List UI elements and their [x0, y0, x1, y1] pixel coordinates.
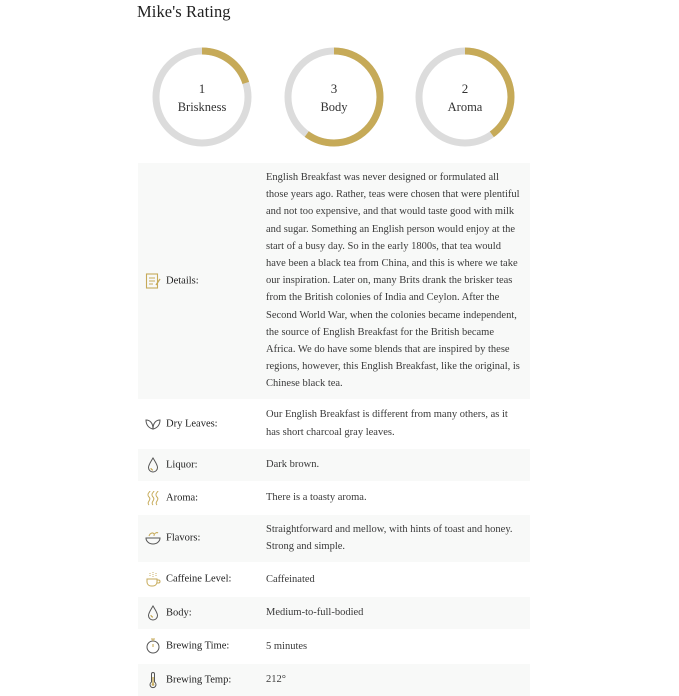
spec-row-details — [138, 163, 530, 399]
spec-row-body — [138, 597, 530, 629]
spec-label: Brewing Time: — [166, 640, 230, 652]
section-title: Mike's Rating — [137, 2, 231, 21]
body-drop-icon — [144, 604, 162, 622]
spec-value: Dark brown. — [256, 449, 530, 481]
bowl-icon — [144, 529, 162, 547]
spec-label: Dry Leaves: — [166, 418, 218, 430]
spec-label: Liquor: — [166, 459, 198, 471]
spec-row-brewing-temp — [138, 664, 530, 696]
spec-value: Straightforward and mellow, with hints of toast and honey. Strong and simple. — [256, 515, 530, 562]
spec-value: There is a toasty aroma. — [266, 492, 367, 504]
spec-value: 5 minutes — [266, 640, 308, 652]
spec-label: Flavors: — [166, 532, 201, 544]
spec-value: 212° — [256, 664, 530, 696]
spec-row-caffeine — [138, 562, 530, 597]
spec-value: Caffeinated — [266, 573, 315, 585]
spec-row-flavors — [138, 515, 530, 562]
rating-ring-graphic — [415, 47, 515, 147]
rating-ring-aroma — [415, 47, 515, 147]
spec-value: Our English Breakfast is different from many others, as it has short charcoal gray leaves. — [266, 409, 508, 438]
spec-row-dry-leaves — [138, 399, 530, 449]
spec-label: Body: — [166, 607, 192, 619]
rating-value: 1 — [198, 81, 206, 96]
rating-ring-graphic — [152, 47, 252, 147]
spec-row-aroma — [138, 481, 530, 515]
notepad-icon — [144, 272, 162, 290]
aroma-waves-icon — [144, 489, 162, 507]
spec-row-brewing-time — [138, 629, 530, 664]
rating-label: Aroma — [447, 100, 483, 114]
spec-value: English Breakfast was never designed or formulated all those years ago. Rather, teas were chosen that were plentiful and not too expensive, and that would taste good with milk and sugar. Something an English person would enjoy at the start of a busy day. So in the early 1800s, that tea would have been a black tea from China, and this is where we take our inspiration. Later on, many Brits drank the brisker teas from the British colonies of India and Ceylon. After the Second World War, when the colonies became independent, the source of English Breakfast for the British became Africa. We do have some blends that are inspired by these regions, however, this English Breakfast, like the original, is Chinese black tea. — [256, 163, 530, 399]
spec-label: Caffeine Level: — [166, 573, 232, 585]
rating-label: Body — [320, 100, 348, 114]
rating-ring-body — [284, 47, 384, 147]
rating-value: 3 — [330, 81, 338, 96]
rating-label: Briskness — [177, 100, 227, 114]
rating-ring-graphic — [284, 47, 384, 147]
spec-label: Aroma: — [166, 492, 199, 504]
spec-row-liquor — [138, 449, 530, 481]
spec-label: Details: — [166, 275, 199, 287]
rating-ring-briskness — [152, 47, 252, 147]
leaves-icon — [144, 415, 162, 433]
spec-value: Medium-to-full-bodied — [256, 597, 530, 629]
steaming-cup-icon — [144, 570, 162, 588]
stopwatch-icon — [144, 637, 162, 655]
tea-specs-table — [138, 163, 530, 696]
rating-value: 2 — [461, 81, 469, 96]
drop-icon — [144, 456, 162, 474]
thermometer-icon — [144, 671, 162, 689]
spec-label: Brewing Temp: — [166, 674, 232, 686]
